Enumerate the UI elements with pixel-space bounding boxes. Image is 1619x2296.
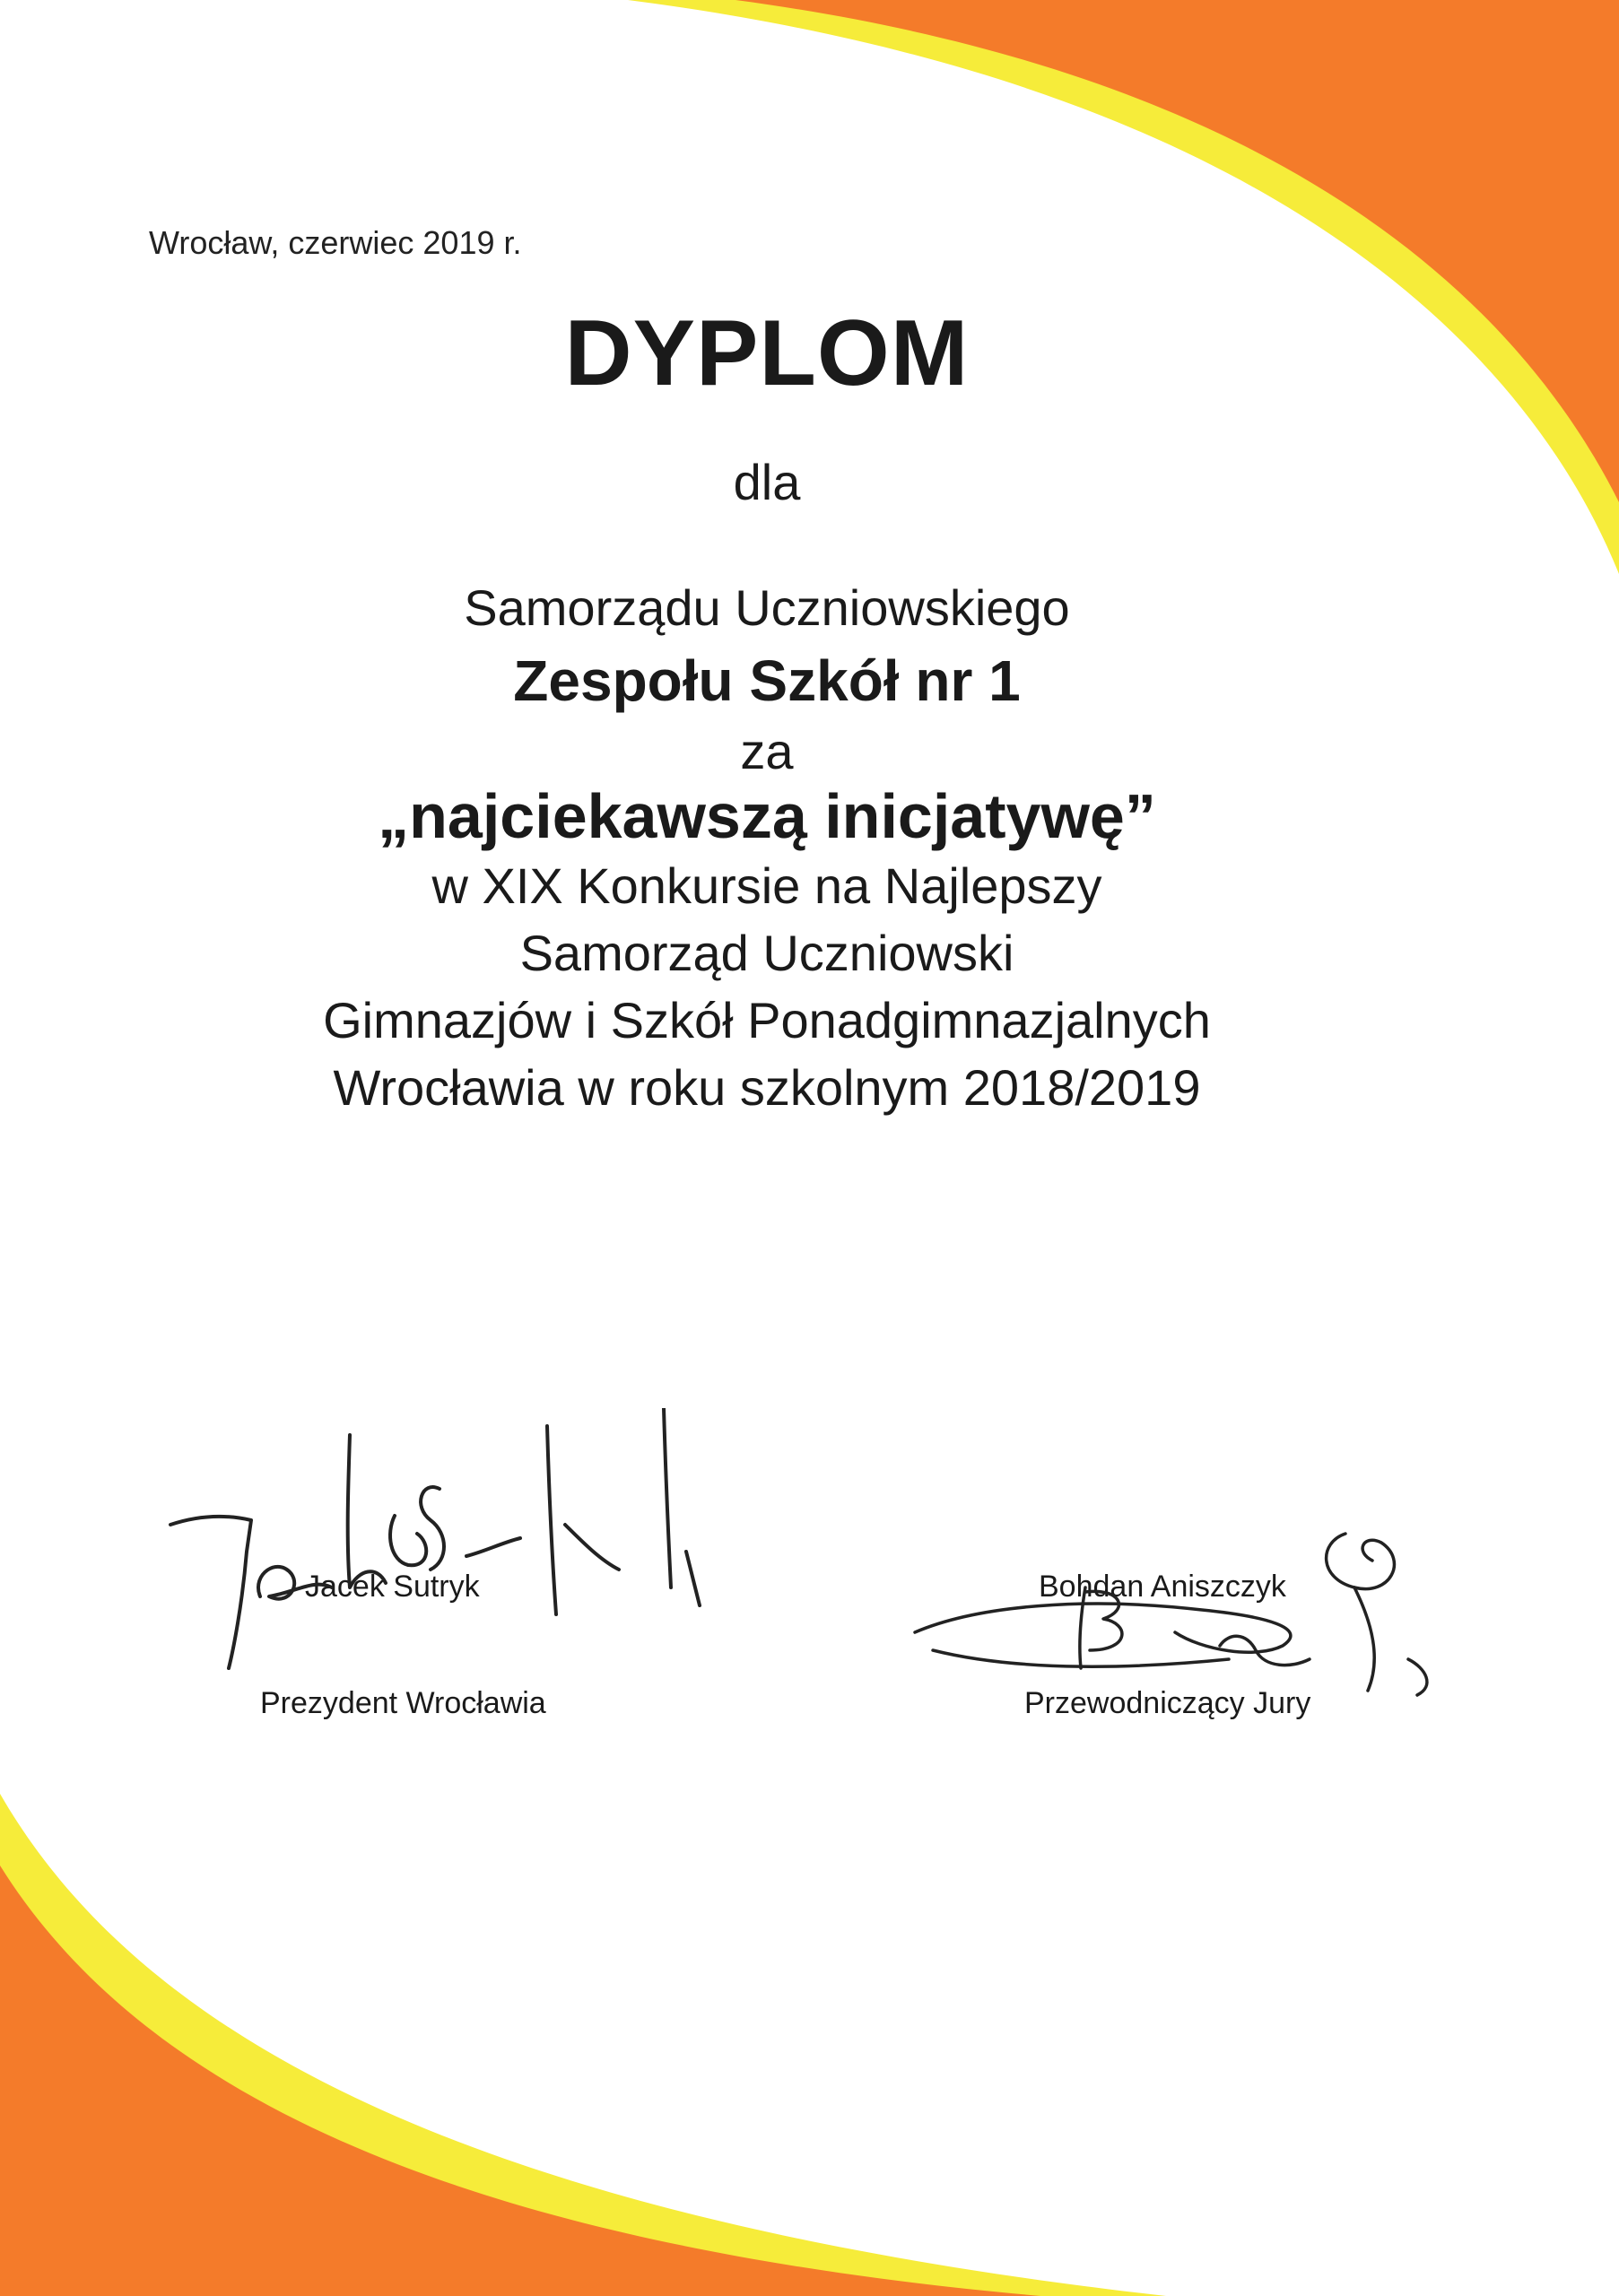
- contest-line-2: Samorząd Uczniowski: [519, 925, 1014, 981]
- signature-left: [161, 1408, 736, 1704]
- bottom-orange-band: [0, 1866, 1040, 2296]
- contest-line-3: Gimnazjów i Szkół Ponadgimnazjalnych: [323, 992, 1211, 1048]
- signatory-role-left: Prezydent Wrocławia: [260, 1686, 546, 1720]
- for-label: dla: [733, 454, 801, 510]
- signature-right: [906, 1525, 1462, 1704]
- diploma-title: DYPLOM: [564, 301, 970, 405]
- contest-line-4: Wrocławia w roku szkolnym 2018/2019: [333, 1059, 1201, 1116]
- contest-line-1: w XIX Konkursie na Najlepszy: [431, 857, 1102, 914]
- signatory-name-right: Bohdan Aniszczyk: [1039, 1570, 1286, 1604]
- reason-prefix: za: [740, 723, 794, 779]
- recipient-line-2: Zespołu Szkół nr 1: [513, 648, 1021, 713]
- signatory-role-right: Przewodniczący Jury: [1024, 1686, 1311, 1720]
- top-orange-band: [736, 0, 1619, 502]
- signatory-name-left: Jacek Sutryk: [305, 1570, 480, 1604]
- recipient-line-1: Samorządu Uczniowskiego: [464, 579, 1070, 636]
- award-title: „najciekawszą inicjatywę”: [378, 781, 1156, 851]
- place-date: Wrocław, czerwiec 2019 r.: [149, 224, 522, 261]
